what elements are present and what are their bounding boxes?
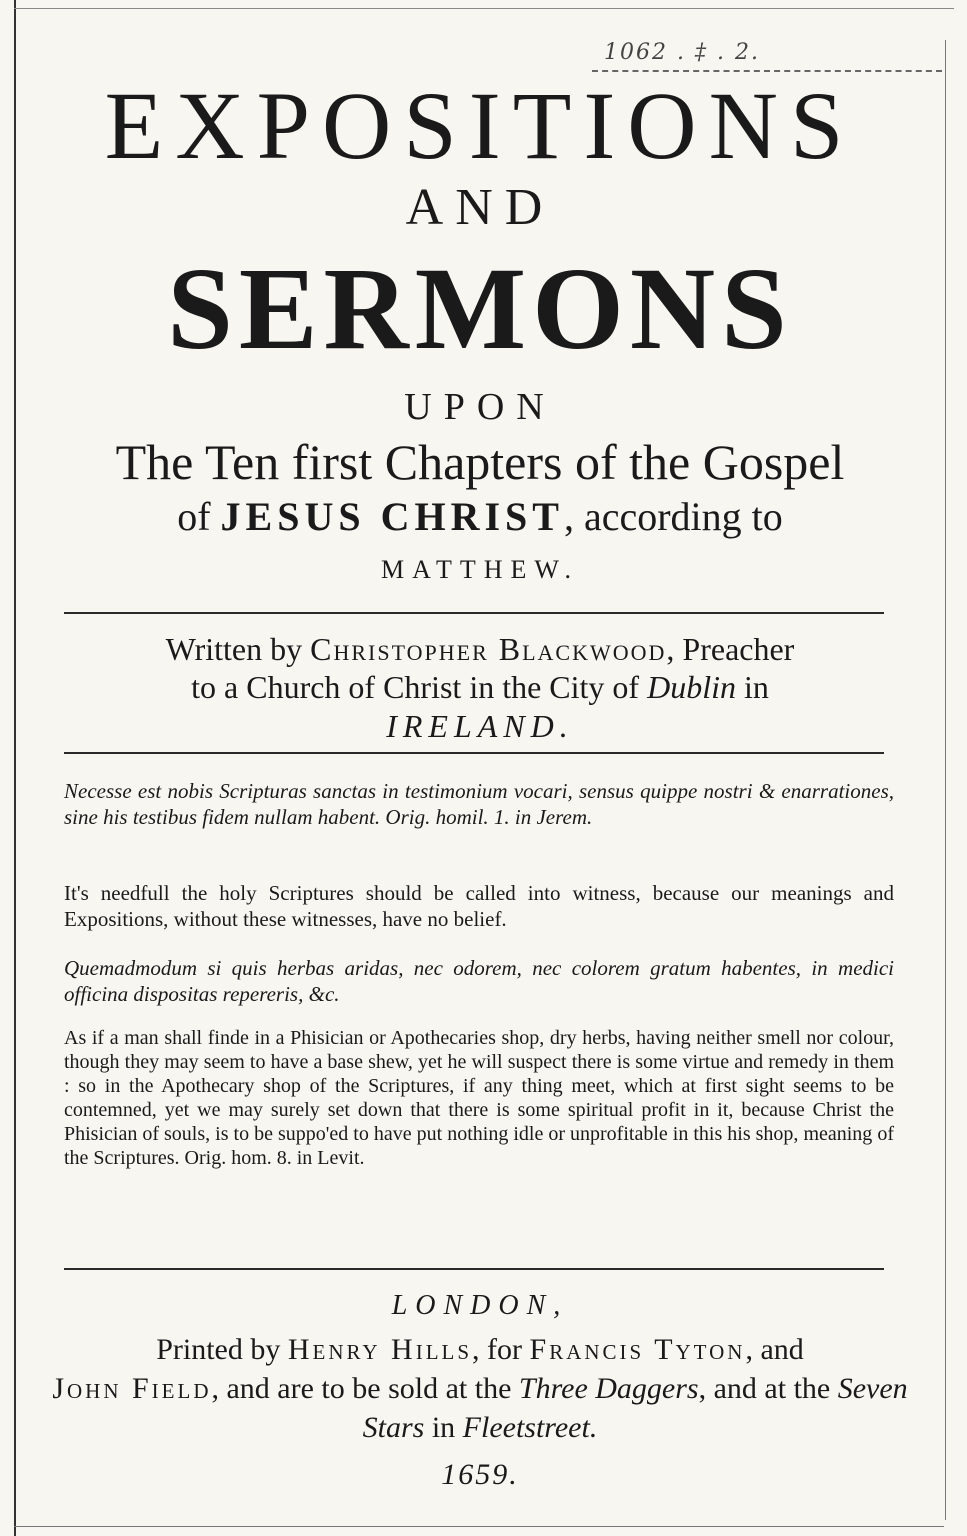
imprint-for: , for [472, 1333, 523, 1366]
author-in: in [743, 669, 769, 706]
imprint-year: 1659. [441, 1458, 519, 1491]
author-name: Christopher Blackwood [310, 631, 667, 667]
written-by: Written by [165, 631, 303, 667]
title-of: of [177, 494, 211, 539]
epigraph-latin-1: Necesse est nobis Scripturas sanctas in testimonium vocari, sensus quippe nostri & enarrationes, sine his testibus fidem nullam habent. Orig. homil. 1. in Jerem. [64, 779, 894, 830]
imprint-sign-2: Seven Stars [362, 1372, 908, 1444]
imprint-street: Fleetstreet. [462, 1411, 598, 1444]
imprint-block [30, 1330, 930, 1447]
author-country: IRELAND. [386, 707, 574, 744]
epigraph-english-2: As if a man shall finde in a Phisician or Apothecaries shop, dry herbs, having neither smell nor colour, though they may seem to have a base shew, yet he will suspect there is some virtue and remedy in them : so in the Apothecary shop of the Scriptures, if any thing meet, which at first sight seems to be contemned, yet we may surely set down that there is some spiritual profit in it, because Christ the Phisician of souls, is to be suppo'ed to have put nothing idle or unprofitable in this his shop, meaning of the Scriptures. Orig. hom. 8. in Levit. [64, 1027, 894, 1169]
page-border-left [14, 0, 16, 1536]
imprint-bookseller-2: John Field [52, 1372, 212, 1405]
imprint-bookseller-1: Francis Tyton [529, 1333, 746, 1366]
title-jesus-christ: JESUS CHRIST [220, 494, 564, 539]
divider-rule [64, 752, 884, 754]
divider-rule [64, 612, 884, 614]
imprint-sold: , and are to be sold at the [211, 1372, 512, 1405]
divider-rule [64, 1268, 884, 1270]
title-expositions: EXPOSITIONS [104, 72, 856, 179]
shelfmark: 1062 . ‡ . 2. [604, 40, 760, 65]
title-according: , according to [563, 494, 783, 539]
author-city: Dublin [647, 669, 736, 706]
title-jesus-line [30, 495, 930, 539]
imprint-sign-1: Three Daggers [518, 1372, 699, 1405]
author-church: to a Church of Christ in the City of [191, 669, 640, 706]
imprint-printer: Henry Hills [287, 1333, 473, 1366]
title-sermons: SERMONS [167, 243, 793, 374]
imprint-city: LONDON, [391, 1290, 569, 1321]
title-upon: UPON [404, 386, 556, 428]
imprint-printed-by: Printed by [156, 1333, 281, 1366]
epigraph-latin-2: Quemadmodum si quis herbas aridas, nec odorem, nec colorem gratum habentes, in medici officina dispositas repereris, &c. [64, 956, 894, 1007]
author-block [30, 630, 930, 745]
page-border-top [14, 8, 954, 9]
author-line-1 [30, 630, 930, 668]
imprint-line-1 [30, 1330, 930, 1369]
title-chapters-line: The Ten first Chapters of the Gospel [115, 434, 845, 490]
imprint-line-2 [30, 1369, 930, 1447]
epigraph-english-1: It's needfull the holy Scriptures should be called into witness, because our meanings and Expositions, without these witnesses, have no belief. [64, 881, 894, 932]
imprint-and: , and [745, 1333, 804, 1366]
author-role: , Preacher [666, 631, 795, 667]
page-border-bottom [14, 1526, 944, 1527]
title-matthew: MATTHEW. [380, 555, 580, 584]
title-and: AND [405, 179, 555, 236]
imprint-and-at: , and at the [698, 1372, 831, 1405]
author-line-2 [30, 668, 930, 706]
page-border-right [945, 40, 946, 1520]
imprint-in: in [431, 1411, 456, 1444]
